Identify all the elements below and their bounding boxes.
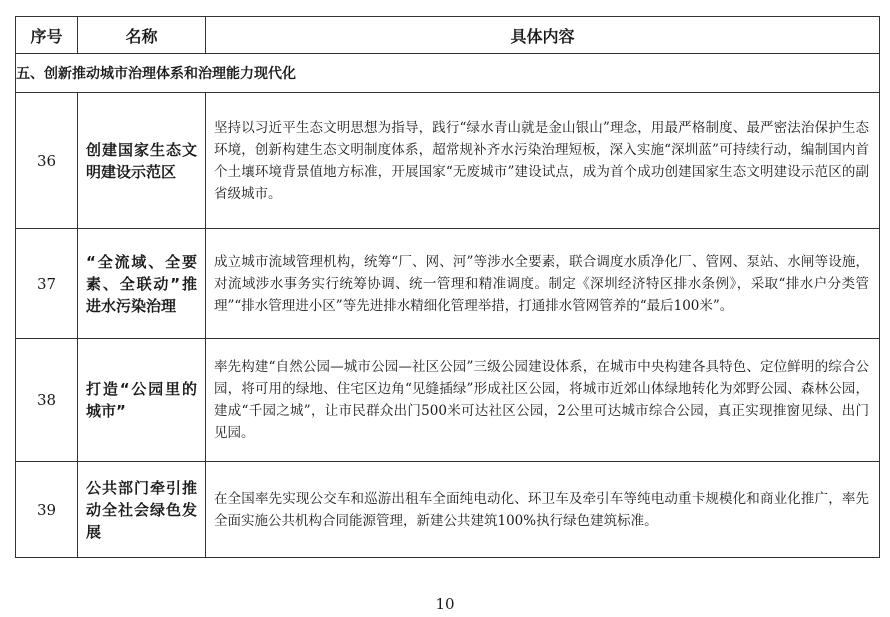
row-name: 公共部门牵引推动全社会绿色发展 — [78, 462, 206, 558]
row-name: “全流域、全要素、全联动”推进水污染治理 — [78, 229, 206, 339]
table-row — [16, 339, 880, 462]
table-row — [16, 93, 880, 229]
row-name: 创建国家生态文明建设示范区 — [78, 93, 206, 229]
table-row — [16, 462, 880, 558]
row-content: 率先构建“自然公园—城市公园—社区公园”三级公园建设体系，在城市中央构建各具特色、定位鲜明的综合公园，将可用的绿地、住宅区边角“见缝插绿”形成社区公园，将城市近郊山体绿地转化为郊野公园、森林公园，建成“千园之城”，让市民群众出门500米可达社区公园，2公里可达城市综合公园，真正实现推窗见绿、出门见园。 — [206, 339, 880, 462]
section-title: 五、创新推动城市治理体系和治理能力现代化 — [16, 54, 880, 93]
page-number: 10 — [435, 595, 455, 613]
header-name: 名称 — [78, 17, 206, 54]
section-row — [16, 54, 880, 93]
row-number: 39 — [16, 462, 78, 558]
row-number: 38 — [16, 339, 78, 462]
row-content: 坚持以习近平生态文明思想为指导，践行“绿水青山就是金山银山”理念，用最严格制度、最严密法治保护生态环境，创新构建生态文明制度体系，超常规补齐水污染治理短板，深入实施“深圳蓝”可持续行动，编制国内首个土壤环境背景值地方标准，开展国家“无废城市”建设试点，成为首个成功创建国家生态文明建设示范区的副省级城市。 — [206, 93, 880, 229]
table-row — [16, 229, 880, 339]
row-number: 36 — [16, 93, 78, 229]
policy-table — [15, 16, 880, 558]
header-seq: 序号 — [16, 17, 78, 54]
row-name: 打造“公园里的城市” — [78, 339, 206, 462]
row-content: 在全国率先实现公交车和巡游出租车全面纯电动化、环卫车及牵引车等纯电动重卡规模化和商业化推广，率先全面实施公共机构合同能源管理，新建公共建筑100%执行绿色建筑标准。 — [206, 462, 880, 558]
row-number: 37 — [16, 229, 78, 339]
table-header-row — [16, 17, 880, 54]
row-content: 成立城市流域管理机构，统筹“厂、网、河”等涉水全要素，联合调度水质净化厂、管网、泵站、水闸等设施，对流域涉水事务实行统筹协调、统一管理和精准调度。制定《深圳经济特区排水条例》，采取“排水户分类管理”“排水管理进小区”等先进排水精细化管理举措，打通排水管网管养的“最后100米”。 — [206, 229, 880, 339]
header-content: 具体内容 — [206, 17, 880, 54]
